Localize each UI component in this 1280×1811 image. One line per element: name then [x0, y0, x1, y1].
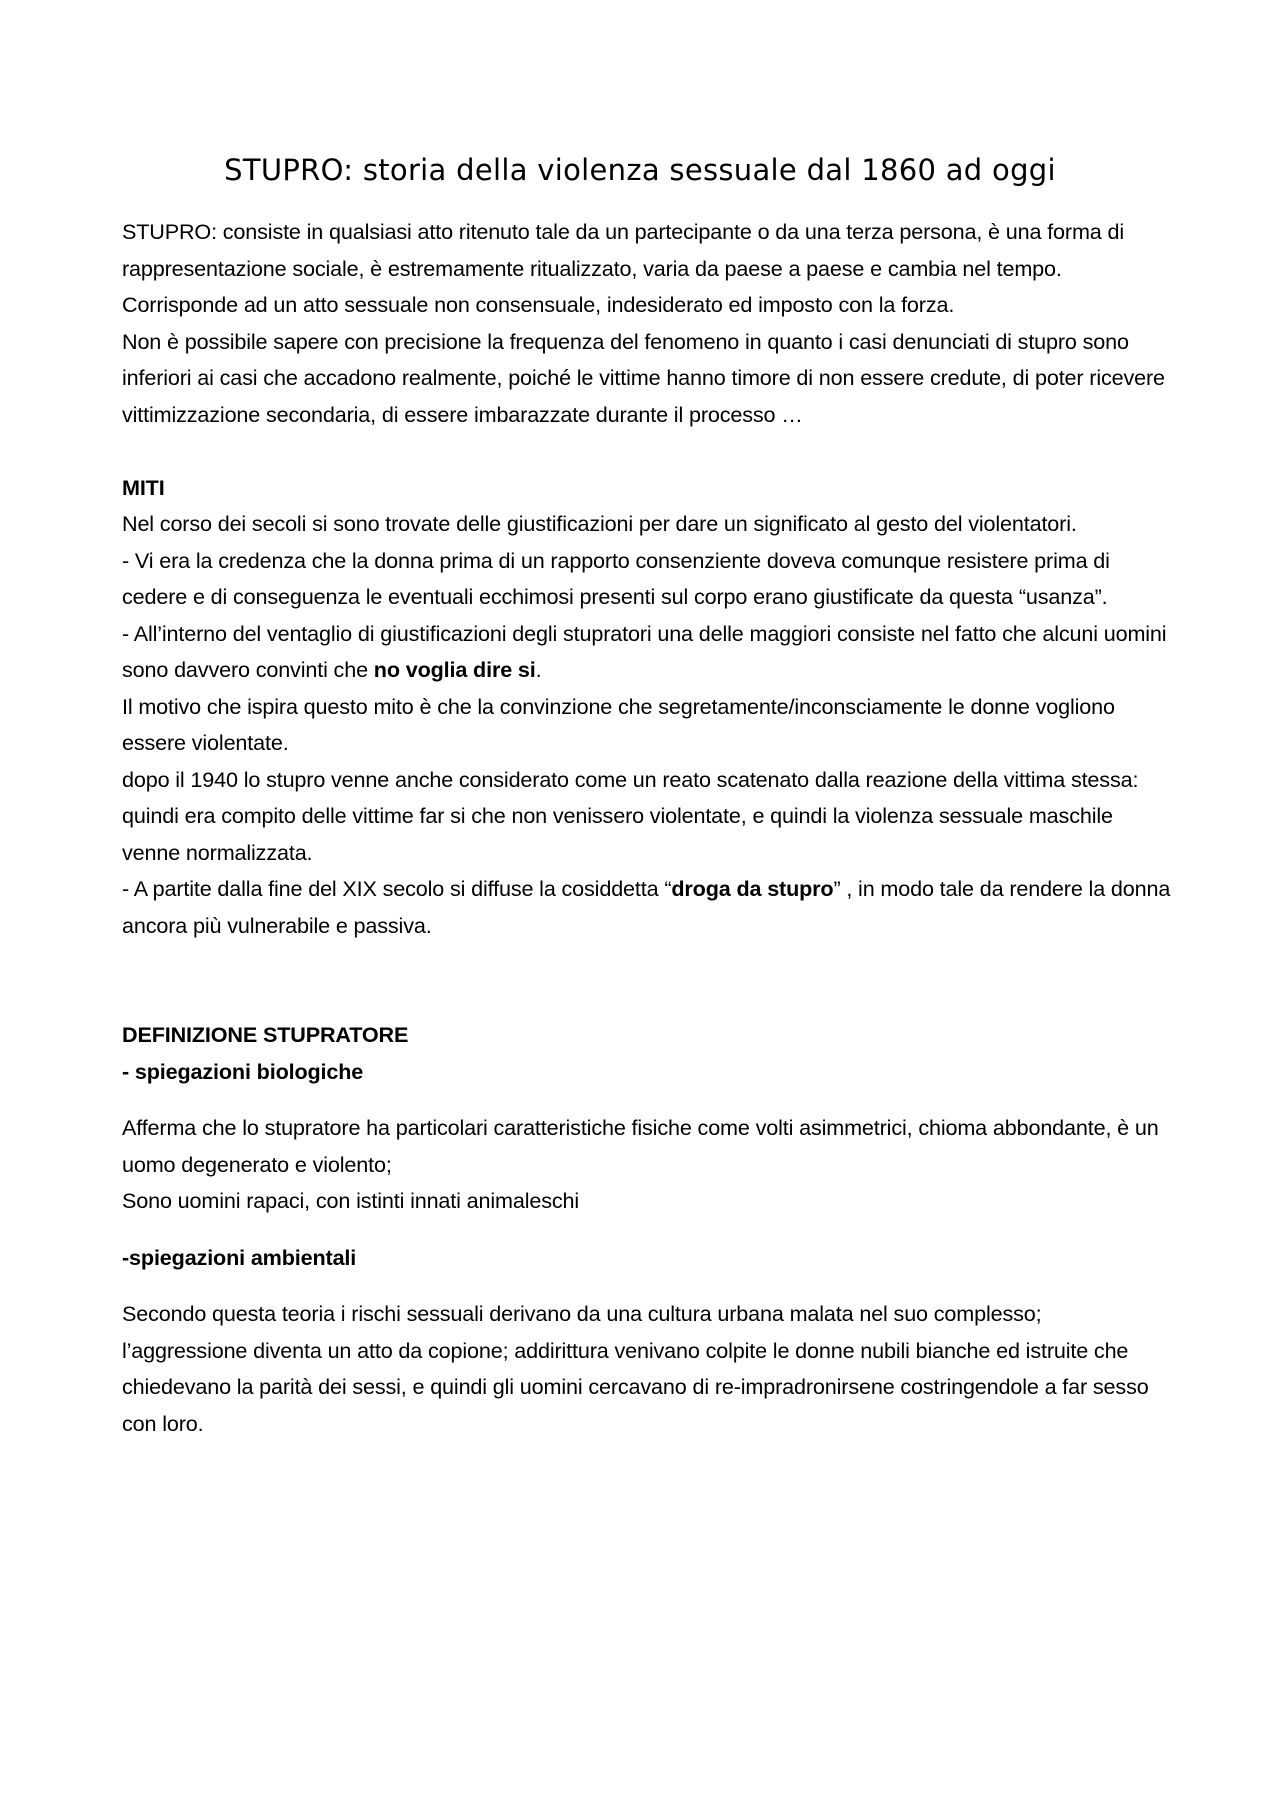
subheading-ambientali: -spiegazioni ambientali — [122, 1244, 357, 1270]
bio-paragraph-1: Afferma che lo stupratore ha particolari caratteristiche fisiche come volti asimmetrici, chioma abbondante, è un uomo degenerato e violento; — [122, 1115, 1159, 1177]
miti-p6-end: ” , in modo tale da rendere la donna ancora più vulnerabile e passiva. — [122, 876, 1171, 938]
section-heading-miti: MITI — [122, 474, 165, 500]
miti-p3-bold: no voglia dire si — [373, 657, 536, 682]
miti-p6-text: - A partite dalla fine del XIX secolo si diffuse la cosiddetta “ — [122, 876, 672, 901]
document-body — [122, 214, 1172, 1442]
miti-paragraph-3 — [122, 616, 1172, 689]
document-title: STUPRO: storia della violenza sessuale dal 1860 ad oggi — [224, 153, 1056, 187]
miti-paragraph-2: - Vi era la credenza che la donna prima di un rapporto consenziente doveva comunque resistere prima di cedere e di conseguenza le eventuali ecchimosi presenti sul corpo erano giustificate da questa “usanza”. — [122, 547, 1110, 609]
bio-paragraph-2: Sono uomini rapaci, con istinti innati animaleschi — [122, 1188, 580, 1213]
intro-paragraph-1: STUPRO: consiste in qualsiasi atto ritenuto tale da un partecipante o da una terza persona, è una forma di rappresentazione sociale, è estremamente ritualizzato, varia da paese a paese e cambia nel tempo. — [122, 219, 1125, 281]
amb-paragraph-1: Secondo questa teoria i rischi sessuali derivano da una cultura urbana malata nel suo complesso; l’aggressione diventa un atto da copione; addirittura venivano colpite le donne nubili bianche ed istruite che chiedevano la parità dei sessi, e quindi gli uomini cercavano di re-impradronirsene costringendole a far sesso con loro. — [122, 1301, 1149, 1436]
section-heading-definizione: DEFINIZIONE STUPRATORE — [122, 1022, 409, 1047]
miti-paragraph-6 — [122, 871, 1172, 944]
miti-paragraph-4: Il motivo che ispira questo mito è che la convinzione che segretamente/inconsciamente le donne vogliono essere violentate. — [122, 693, 1115, 755]
miti-p3-text: - All’interno del ventaglio di giustificazioni degli stupratori una delle maggiori consiste nel fatto che alcuni uomini sono davvero convinti che — [122, 620, 1167, 682]
intro-paragraph-3: Non è possibile sapere con precisione la frequenza del fenomeno in quanto i casi denunciati di stupro sono inferiori ai casi che accadono realmente, poiché le vittime hanno timore di non essere credute, di poter ricevere vittimizzazione secondaria, di essere imbarazzate durante il processo … — [122, 328, 1165, 427]
subheading-biologiche: - spiegazioni biologiche — [122, 1058, 364, 1084]
spacer — [122, 1220, 1172, 1240]
miti-paragraph-1: Nel corso dei secoli si sono trovate delle giustificazioni per dare un significato al gesto del violentatori. — [122, 511, 1077, 536]
spacer — [122, 944, 1172, 1017]
miti-p3-end: . — [535, 657, 542, 682]
spacer — [122, 1276, 1172, 1296]
spacer — [122, 433, 1172, 470]
spacer — [122, 1090, 1172, 1110]
miti-p6-bold: droga da stupro — [671, 876, 834, 901]
intro-paragraph-2: Corrisponde ad un atto sessuale non consensuale, indesiderato ed imposto con la forza. — [122, 292, 955, 317]
miti-paragraph-5: dopo il 1940 lo stupro venne anche considerato come un reato scatenato dalla reazione della vittima stessa: quindi era compito delle vittime far si che non venissero violentate, e quindi la violenza sessuale maschile venne normalizzata. — [122, 766, 1139, 865]
